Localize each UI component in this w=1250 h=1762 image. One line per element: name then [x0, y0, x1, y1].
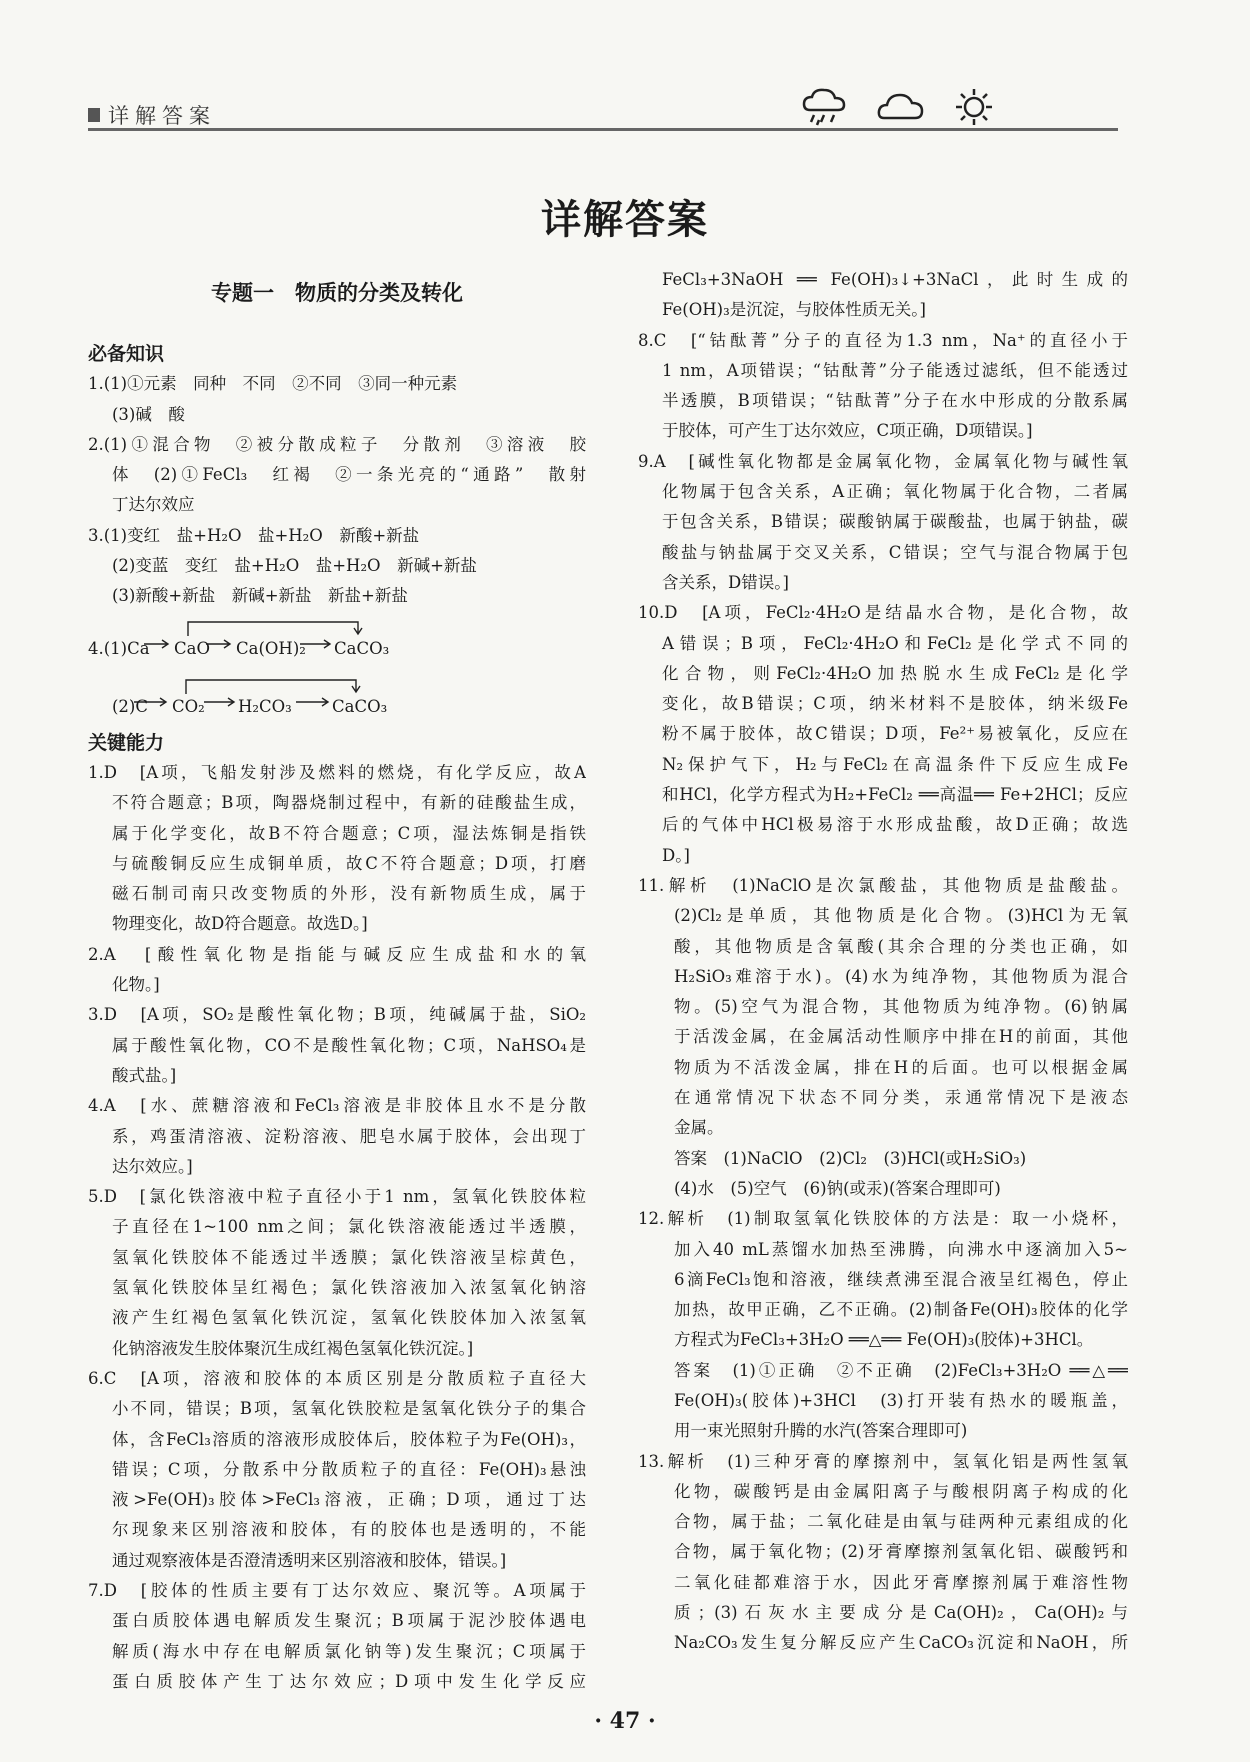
- text-line: 于胶体，可产生丁达尔效应，C项正确，D项错误。]: [662, 421, 1033, 441]
- answer-line: (4)水 (5)空气 (6)钠(或汞)(答案合理即可): [674, 1178, 1001, 1198]
- text-line: 液产生红褐色氢氧化铁沉淀，氢氧化铁胶体加入浓氢氧: [112, 1308, 586, 1328]
- page-header: [88, 84, 1118, 134]
- text-line: 于活泼金属，在金属活动性顺序中排在H的前面，其他: [674, 1027, 1128, 1047]
- text-line: 属于酸性氧化物，CO不是酸性氧化物；C项，NaHSO₄是: [112, 1035, 586, 1055]
- text-line: 12.解析 (1)制取氢氧化铁胶体的方法是：取一小烧杯，: [638, 1209, 1128, 1229]
- cloud-icon: [876, 84, 926, 128]
- answer-line: 用一束光照射升腾的水汽(答案合理即可): [674, 1421, 968, 1441]
- text-line: 5.D [氯化铁溶液中粒子直径小于1 nm，氢氧化铁胶体粒: [88, 1187, 586, 1207]
- header-label: 详解答案: [108, 104, 216, 128]
- text-line: 系，鸡蛋清溶液、淀粉溶液、肥皂水属于胶体，会出现丁: [112, 1126, 586, 1146]
- text-line: 半透膜，B项错误；“钴酞菁”分子在水中形成的分散系属: [662, 391, 1128, 411]
- text-line: 化物。]: [112, 975, 160, 995]
- text-line: 9.A [碱性氧化物都是金属氧化物，金属氧化物与碱性氧: [638, 451, 1128, 471]
- text-line: 体 (2)①FeCl₃ 红褐 ②一条光亮的“通路” 散射: [112, 465, 586, 485]
- text-line: 丁达尔效应: [112, 495, 195, 515]
- text-line: 物。(5)空气为混合物，其他物质为纯净物。(6)钠属: [674, 997, 1128, 1017]
- text-line: 10.D [A项，FeCl₂·4H₂O是结晶水合物，是化合物，故: [638, 603, 1128, 623]
- answer-line: Fe(OH)₃(胶体)+3HCl (3)打开装有热水的暖瓶盖，: [674, 1390, 1128, 1410]
- text-line: A错误；B项，FeCl₂·4H₂O和FeCl₂是化学式不同的: [662, 633, 1128, 653]
- text-line: 二氧化硅都难溶于水，因此牙膏摩擦剂属于难溶性物: [674, 1572, 1128, 1592]
- text-line: 氢氧化铁胶体不能透过半透膜；氯化铁溶液呈棕黄色，: [112, 1247, 586, 1267]
- text-line: 金属。: [674, 1118, 724, 1138]
- text-line: 于包含关系，B错误；碳酸钠属于碳酸盐，也属于钠盐，碳: [662, 512, 1128, 532]
- topic-heading: 专题一 物质的分类及转化: [211, 281, 463, 305]
- text-line: 磁石制司南只改变物质的外形，没有新物质生成，属于: [112, 884, 586, 904]
- text-line: 子直径在1~100 nm之间；氯化铁溶液能透过半透膜，: [112, 1217, 586, 1237]
- text-line: 合物，属于盐；二氧化硅是由氧与硅两种元素组成的化: [674, 1512, 1128, 1532]
- page-number: · 47 ·: [594, 1708, 656, 1734]
- text-line: 4.A [水、蔗糖溶液和FeCl₃溶液是非胶体且水不是分散: [88, 1096, 586, 1116]
- text-line: 小不同，错误；B项，氢氧化铁胶粒是氢氧化铁分子的集合: [112, 1399, 586, 1419]
- text-line: 化物属于包含关系，A正确；氧化物属于化合物，二者属: [662, 482, 1128, 502]
- text-line: 方程式为FeCl₃+3H₂O ══△══ Fe(OH)₃(胶体)+3HCl。: [674, 1330, 1094, 1350]
- conversion-diagram-carbon: (2)C CO₂ H₂CO₃ CaCO₃: [88, 670, 586, 728]
- rain-cloud-icon: [800, 84, 848, 128]
- text-line: 变化，故B错误；C项，纳米材料不是胶体，纳米级Fe: [662, 694, 1128, 714]
- text-line: 6.C [A项，溶液和胶体的本质区别是分散质粒子直径大: [88, 1368, 586, 1388]
- text-line: H₂SiO₃难溶于水)。(4)水为纯净物，其他物质为混合: [674, 966, 1128, 986]
- text-line: Fe(OH)₃是沉淀，与胶体性质无关。]: [662, 300, 926, 320]
- text-line: 通过观察液体是否澄清透明来区别溶液和胶体，错误。]: [112, 1550, 507, 1570]
- right-column: [638, 265, 1128, 1659]
- answer-line: 答案 (1)NaClO (2)Cl₂ (3)HCl(或H₂SiO₃): [674, 1148, 1027, 1168]
- text-line: 加入40 mL蒸馏水加热至沸腾，向沸水中逐滴加入5~: [674, 1239, 1128, 1259]
- text-line: 属于化学变化，故B不符合题意；C项，湿法炼铜是指铁: [112, 823, 586, 843]
- text-line: 与硫酸铜反应生成铜单质，故C不符合题意；D项，打磨: [112, 853, 586, 873]
- text-line: 后的气体中HCl极易溶于水形成盐酸，故D正确；故选: [662, 815, 1128, 835]
- text-line: 11.解析 (1)NaClO是次氯酸盐，其他物质是盐酸盐。: [638, 875, 1128, 895]
- text-line: 2.A [酸性氧化物是指能与碱反应生成盐和水的氧: [88, 944, 586, 964]
- text-line: 在通常情况下状态不同分类，汞通常情况下是液态: [674, 1088, 1128, 1108]
- text-line: 2.(1)①混合物 ②被分散成粒子 分散剂 ③溶液 胶: [88, 434, 586, 454]
- text-line: 3.(1)变红 盐+H₂O 盐+H₂O 新酸+新盐: [88, 525, 420, 545]
- section-heading: 关键能力: [88, 731, 165, 754]
- text-line: 蛋白质胶体产生丁达尔效应；D项中发生化学反应: [112, 1671, 586, 1691]
- text-line: 酸式盐。]: [112, 1065, 177, 1085]
- text-line: (2)Cl₂是单质，其他物质是化合物。(3)HCl为无氧: [674, 906, 1128, 926]
- conversion-diagram-calcium: 4.(1)Ca CaO Ca(OH)₂ CaCO₃: [88, 612, 586, 670]
- text-line: 物理变化，故D符合题意。故选D。]: [112, 914, 368, 934]
- text-line: 错误；C项，分散系中分散质粒子的直径：Fe(OH)₃悬浊: [112, 1459, 586, 1479]
- text-line: (2)变蓝 变红 盐+H₂O 盐+H₂O 新碱+新盐: [112, 556, 477, 576]
- text-line: N₂保护气下，H₂与FeCl₂在高温条件下反应生成Fe: [662, 754, 1128, 774]
- text-line: 1.(1)①元素 同种 不同 ②不同 ③同一种元素: [88, 374, 458, 394]
- text-line: 化钠溶液发生胶体聚沉生成红褐色氢氧化铁沉淀。]: [112, 1338, 474, 1358]
- text-line: 不符合题意；B项，陶器烧制过程中，有新的硅酸盐生成，: [112, 793, 586, 813]
- text-line: 解质(海水中存在电解质氯化钠等)发生聚沉；C项属于: [112, 1641, 586, 1661]
- text-line: 1 nm，A项错误；“钴酞菁”分子能透过滤纸，但不能透过: [662, 360, 1128, 380]
- text-line: (3)新酸+新盐 新碱+新盐 新盐+新盐: [112, 586, 408, 606]
- text-line: 1.D [A项，飞船发射涉及燃料的燃烧，有化学反应，故A: [88, 762, 586, 782]
- text-line: 液>Fe(OH)₃胶体>FeCl₃溶液，正确；D项，通过丁达: [112, 1490, 586, 1510]
- text-line: 13.解析 (1)三种牙膏的摩擦剂中，氢氧化铝是两性氢氧: [638, 1451, 1128, 1471]
- page-title: 详解答案: [541, 197, 709, 243]
- text-line: 含关系，D错误。]: [662, 572, 789, 592]
- text-line: 物质为不活泼金属，排在H的后面。也可以根据金属: [674, 1057, 1128, 1077]
- text-line: 尔现象来区别溶液和胶体，有的胶体也是透明的，不能: [112, 1520, 586, 1540]
- text-line: 6滴FeCl₃饱和溶液，继续煮沸至混合液呈红褐色，停止: [674, 1269, 1128, 1289]
- text-line: 酸，其他物质是含氧酸(其余合理的分类也正确，如: [674, 936, 1128, 956]
- text-line: 化合物，则FeCl₂·4H₂O加热脱水生成FeCl₂是化学: [662, 663, 1128, 683]
- sun-icon: [950, 84, 998, 130]
- text-line: 氢氧化铁胶体呈红褐色；氯化铁溶液加入浓氢氧化钠溶: [112, 1278, 586, 1298]
- section-heading: 必备知识: [88, 343, 165, 365]
- text-line: 7.D [胶体的性质主要有丁达尔效应、聚沉等。A项属于: [88, 1580, 586, 1600]
- text-line: 酸盐与钠盐属于交叉关系，C错误；空气与混合物属于包: [662, 542, 1128, 562]
- text-line: 化物，碳酸钙是由金属阳离子与酸根阴离子构成的化: [674, 1481, 1128, 1501]
- text-line: 和HCl，化学方程式为H₂+FeCl₂ ══高温══ Fe+2HCl；反应: [662, 785, 1128, 805]
- header-marker: [88, 108, 100, 122]
- text-line: (3)碱 酸: [112, 404, 185, 424]
- left-column: [88, 265, 586, 1697]
- text-line: 质；(3)石灰水主要成分是Ca(OH)₂，Ca(OH)₂与: [674, 1603, 1128, 1623]
- text-line: 8.C [“钴酞菁”分子的直径为1.3 nm，Na⁺的直径小于: [638, 330, 1128, 350]
- header-rule: [88, 128, 1118, 131]
- text-line: 加热，故甲正确，乙不正确。(2)制备Fe(OH)₃胶体的化学: [674, 1300, 1128, 1320]
- text-line: 达尔效应。]: [112, 1156, 193, 1176]
- text-line: 合物，属于氧化物；(2)牙膏摩擦剂氢氧化铝、碳酸钙和: [674, 1542, 1128, 1562]
- text-line: D。]: [662, 845, 690, 865]
- text-line: FeCl₃+3NaOH ══ Fe(OH)₃↓+3NaCl，此时生成的: [662, 270, 1128, 289]
- answer-line: 答案 (1)①正确 ②不正确 (2)FeCl₃+3H₂O ══△══: [674, 1360, 1128, 1380]
- text-line: 粉不属于胶体，故C错误；D项，Fe²⁺易被氧化，反应在: [662, 724, 1128, 744]
- text-line: 体，含FeCl₃溶质的溶液形成胶体后，胶体粒子为Fe(OH)₃，: [112, 1429, 586, 1449]
- text-line: 3.D [A项，SO₂是酸性氧化物；B项，纯碱属于盐，SiO₂: [88, 1005, 586, 1025]
- text-line: 蛋白质胶体遇电解质发生聚沉；B项属于泥沙胶体遇电: [112, 1611, 586, 1631]
- text-line: Na₂CO₃发生复分解反应产生CaCO₃沉淀和NaOH，所: [674, 1633, 1128, 1653]
